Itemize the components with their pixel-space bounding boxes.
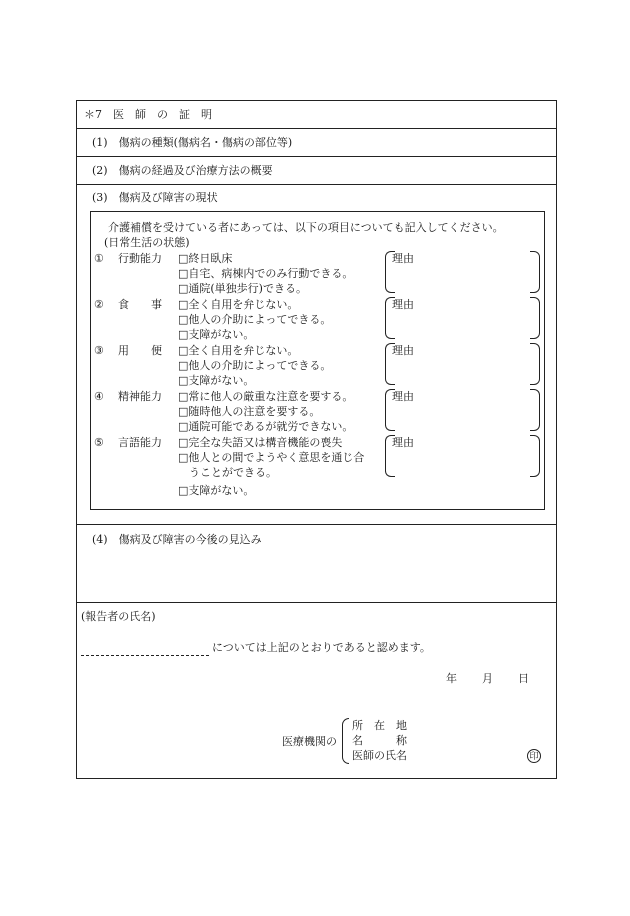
institution-name-label: 名 称 — [352, 734, 407, 747]
bracket-right — [530, 297, 540, 339]
date-month: 月 — [482, 672, 493, 685]
date-year: 年 — [446, 672, 457, 685]
checkbox-option[interactable]: □終日臥床 — [178, 252, 233, 265]
checkbox-option[interactable]: □他人の介助によってできる。 — [178, 313, 332, 326]
bracket-right — [530, 389, 540, 431]
status-intro: 介護補償を受けている者にあっては、以下の項目についても記入してください。 — [108, 221, 504, 234]
checkbox-option[interactable]: □支障がない。 — [178, 484, 255, 497]
divider — [76, 156, 557, 157]
bracket-right — [530, 343, 540, 385]
institution-label: 医療機関の — [282, 735, 337, 748]
item-label: 言語能力 — [118, 436, 162, 449]
item-label: 食 事 — [118, 298, 162, 311]
address-label: 所 在 地 — [352, 719, 407, 732]
section-current-status: (3) 傷病及び障害の現状 — [92, 191, 218, 204]
checkbox-option-continuation: うことができる。 — [178, 466, 277, 479]
item-number: ① — [94, 252, 104, 265]
item-number: ③ — [94, 344, 104, 357]
checkbox-option[interactable]: □他人の介助によってできる。 — [178, 359, 332, 372]
item-label: 行動能力 — [118, 252, 162, 265]
reason-label: 理由 — [392, 298, 414, 311]
bracket-right — [530, 435, 540, 477]
checkbox-option[interactable]: □支障がない。 — [178, 374, 255, 387]
checkbox-option[interactable]: □支障がない。 — [178, 328, 255, 341]
item-number: ⑤ — [94, 436, 104, 449]
divider — [76, 524, 557, 525]
institution-brace — [342, 718, 349, 764]
divider — [76, 602, 557, 603]
checkbox-option[interactable]: □全く自用を弁じない。 — [178, 344, 299, 357]
checkbox-option[interactable]: □全く自用を弁じない。 — [178, 298, 299, 311]
divider — [76, 184, 557, 185]
status-subhead: (日常生活の状態) — [104, 236, 190, 249]
reporter-name-label: (報告者の氏名) — [81, 610, 156, 623]
item-label: 用 便 — [118, 344, 162, 357]
reporter-name-line[interactable] — [81, 655, 209, 656]
checkbox-option[interactable]: □他人との間でようやく意思を通じ合 — [178, 451, 365, 464]
section-prognosis: (4) 傷病及び障害の今後の見込み — [92, 533, 262, 546]
seal-icon: 印 — [527, 749, 541, 763]
item-number: ④ — [94, 390, 104, 403]
reason-label: 理由 — [392, 344, 414, 357]
section-injury-type: (1) 傷病の種類(傷病名・傷病の部位等) — [92, 136, 293, 149]
checkbox-option[interactable]: □通院可能であるが就労できない。 — [178, 420, 354, 433]
reason-label: 理由 — [392, 390, 414, 403]
checkbox-option[interactable]: □完全な失語又は構音機能の喪失 — [178, 436, 343, 449]
reason-label: 理由 — [392, 436, 414, 449]
doctor-name-label: 医師の氏名 — [352, 749, 407, 762]
item-number: ② — [94, 298, 104, 311]
item-label: 精神能力 — [118, 390, 162, 403]
reason-label: 理由 — [392, 252, 414, 265]
section-treatment-summary: (2) 傷病の経過及び治療方法の概要 — [92, 164, 273, 177]
certify-text: については上記のとおりであると認めます。 — [212, 641, 431, 654]
checkbox-option[interactable]: □随時他人の注意を要する。 — [178, 405, 321, 418]
form-title: ＊7 医 師 の 証 明 — [84, 108, 212, 121]
checkbox-option[interactable]: □通院(単独歩行)できる。 — [178, 282, 307, 295]
checkbox-option[interactable]: □自宅、病棟内でのみ行動できる。 — [178, 267, 354, 280]
divider — [76, 128, 557, 129]
checkbox-option[interactable]: □常に他人の厳重な注意を要する。 — [178, 390, 354, 403]
date-day: 日 — [518, 672, 529, 685]
bracket-right — [530, 251, 540, 293]
